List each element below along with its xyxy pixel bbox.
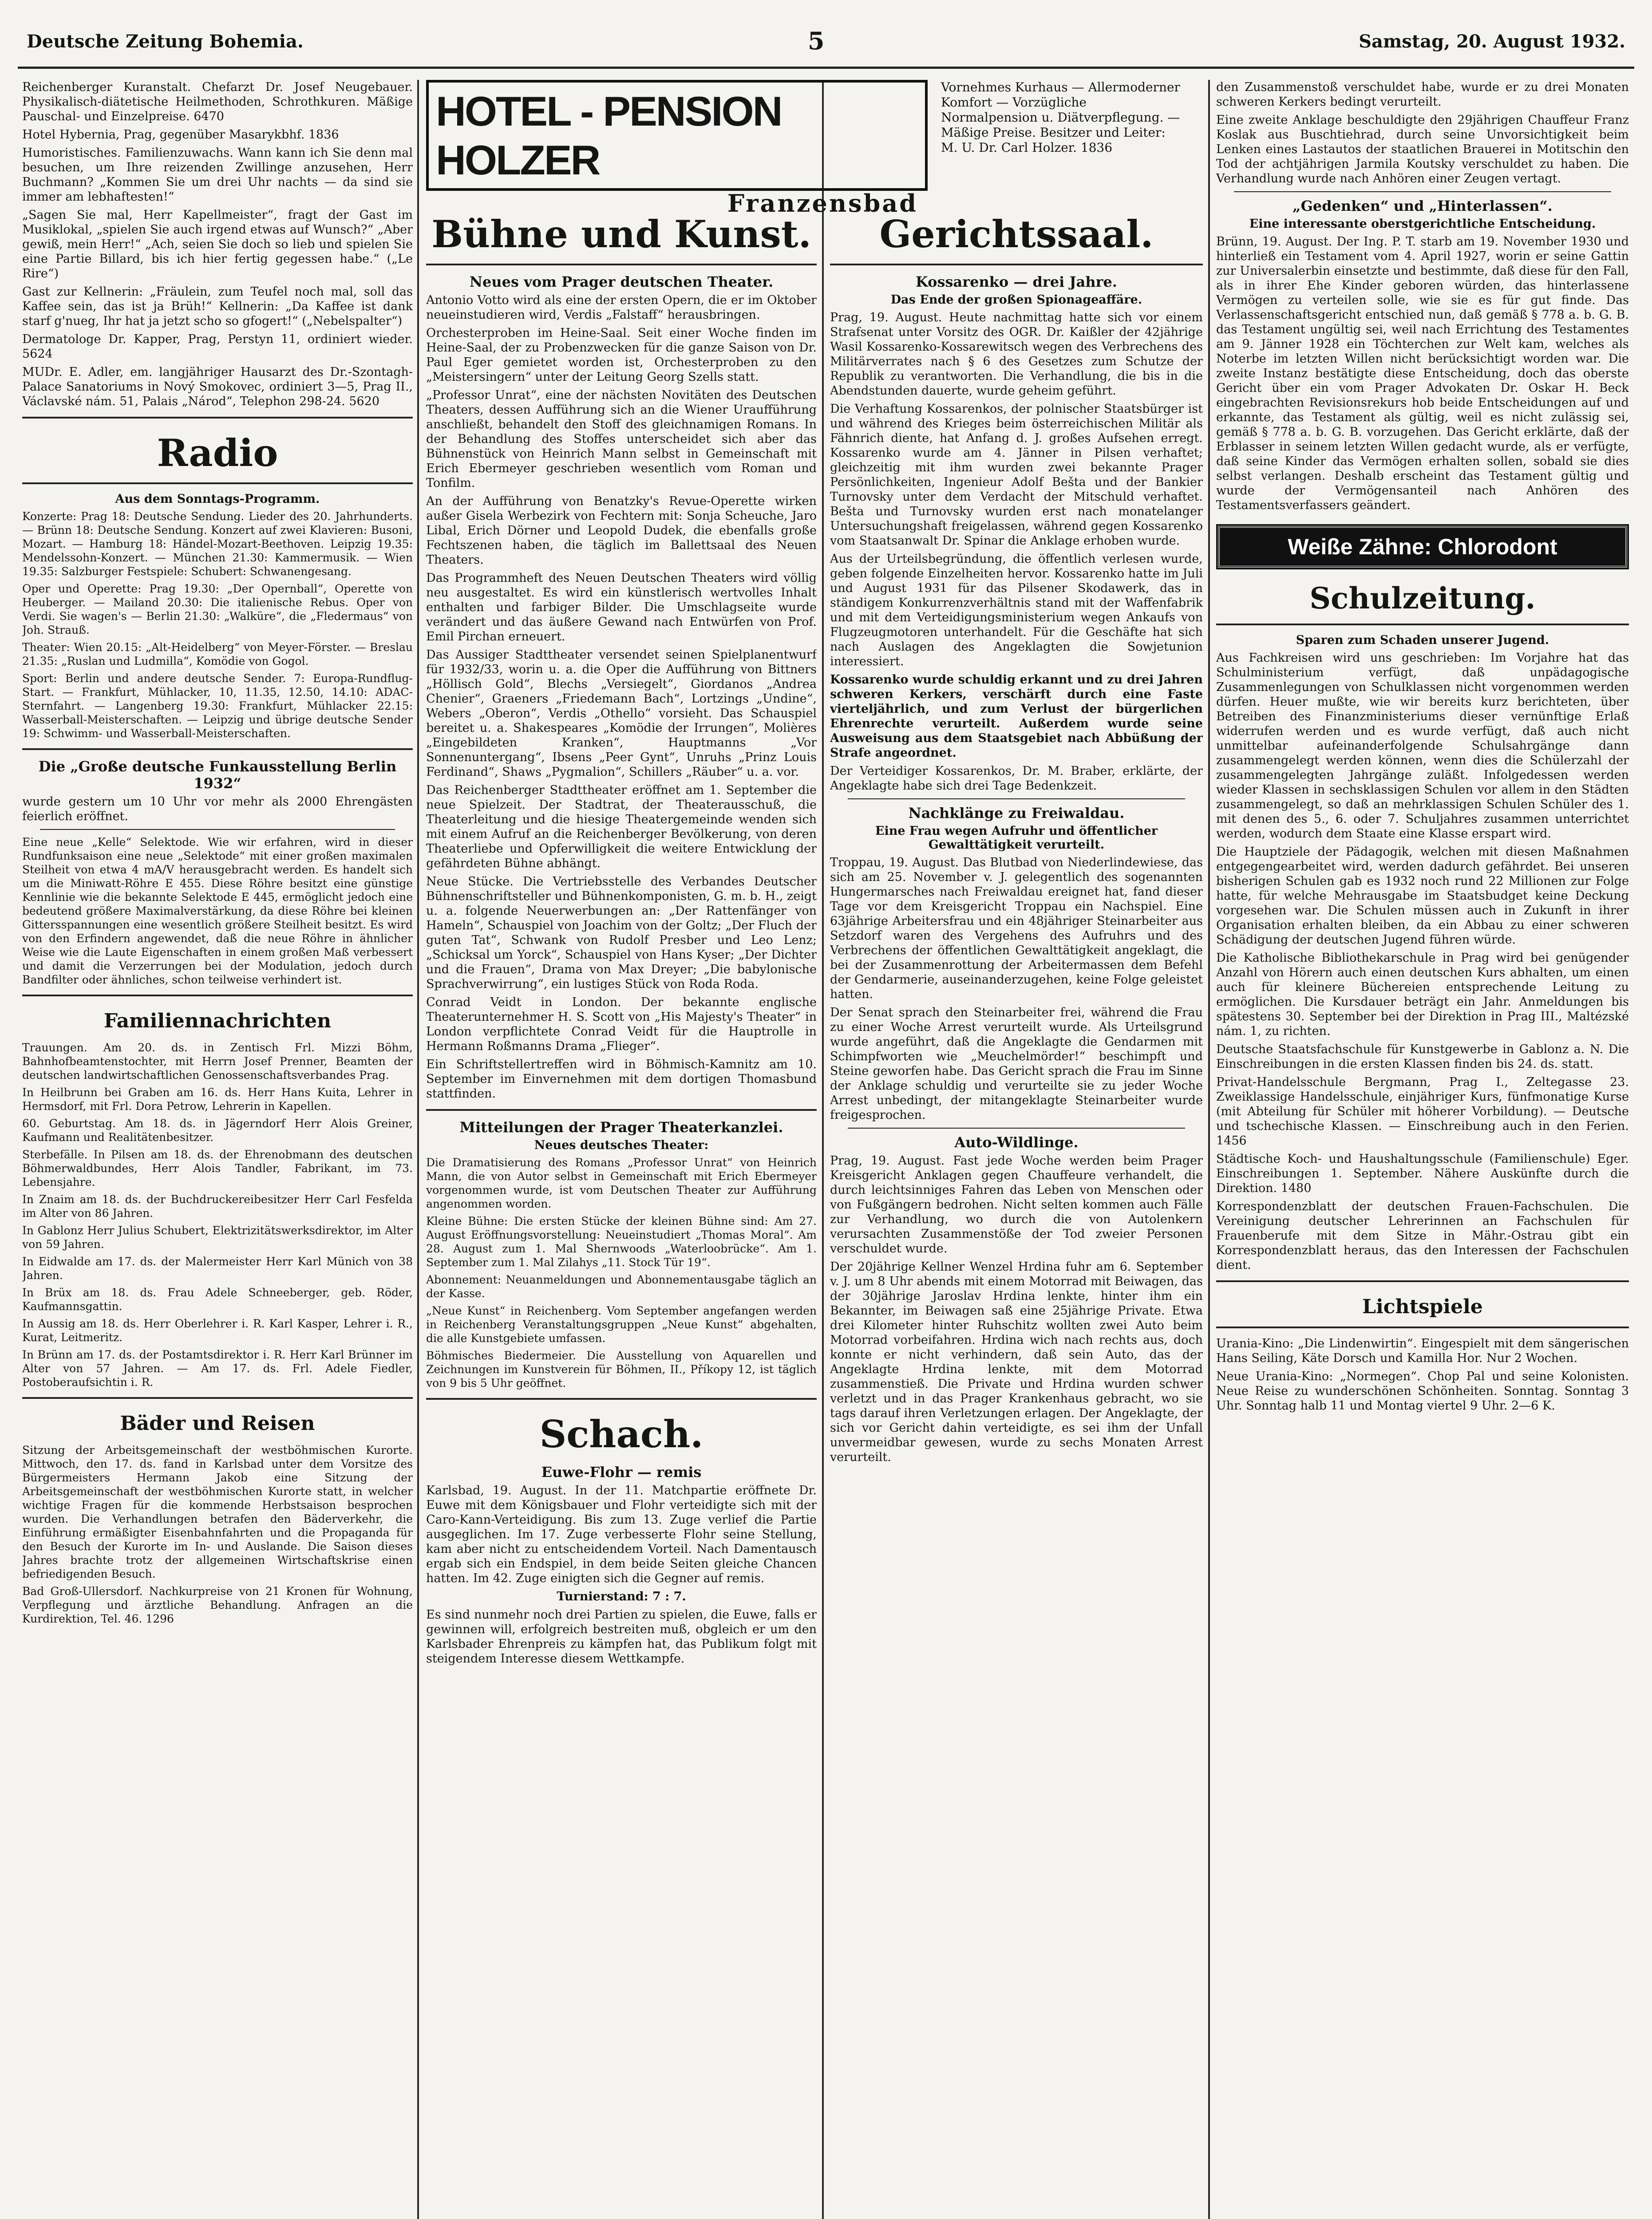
radio-paragraph: Sport: Berlin und andere deutsche Sender. 7: Europa-Rundflug-Start. — Frankfurt, Mühlacker, 10, 11.35, 12.50, 14.10: ADAC-Sternfahrt. — Langenberg 19.30: Frankfurt, Mühlacker 22.15: Wasserball-Meisterschaften. — Leipzig und übrige deutsche Sender 19: Schwimm- und Wasserball-Meisterschaften.	[22, 672, 413, 740]
school-subtitle: Sparen zum Schaden unserer Jugend.	[1296, 633, 1549, 647]
section-title-court: Gerichtssaal.	[879, 212, 1154, 256]
stage-paragraph: Ein Schriftstellertreffen wird in Böhmisch-Kamnitz am 10. September im Einvernehmen mit dem dortigen Thomasbund stattfinden.	[426, 1058, 817, 1101]
freiwaldau-paragraph: Der Senat sprach den Steinarbeiter frei, während die Frau zu einer Woche Arrest verurteilt wurde. Als Urteilsgrund wurde angeführt, daß die Angeklagte die Gendarmen mit Schimpfworten wie „Meuchelmörder!“ beschimpft und Steine geworfen habe. Das Gericht sprach die Frau im Sinne der Anklage schuldig und verurteilte sie zu jeder Woche Arrest unbedingt, der mitangeklagte Steinarbeiter wurde freigesprochen.	[830, 1006, 1203, 1122]
divider	[426, 1398, 817, 1400]
divider	[22, 417, 413, 419]
court-verdict: Kossarenko wurde schuldig erkannt und zu drei Jahren schweren Kerkers, verschärft durch eine Faste vierteljährlich, und zum Verlust der bürgerlichen Ehrenrechte verurteilt. Außerdem wurde seine Ausweisung aus dem Staatsgebiet nach Abbüßung der Strafe angeordnet.	[830, 673, 1203, 760]
stage-paragraph: Das Reichenberger Stadttheater eröffnet am 1. September die neue Spielzeit. Der Stadtrat, der Theaterausschuß, die Theaterleitung und die hiesige Theatergemeinde wenden sich mit einem Aufruf an die Reichenberger Bevölkerung, von deren Theaterliebe und Opferwilligkeit die weitere Entwicklung der gefährdeten Bühne abhängt.	[426, 783, 817, 870]
masthead-title: Deutsche Zeitung Bohemia.	[27, 31, 304, 52]
masthead	[18, 13, 1634, 69]
hotel-ad-details: Vornehmes Kurhaus — Allermoderner Komfort — Vorzügliche Normalpension u. Diätverpflegung. — Mäßige Preise. Besitzer und Leiter: M. U. Dr. Carl Holzer. 1836	[941, 80, 1180, 155]
court-paragraph: Die Verhaftung Kossarenkos, der polnischer Staatsbürger ist und während des Krieges beim österreichischen Militär als Fähnrich diente, hat Anfang d. J. großes Aufsehen erregt. Kossarenko wurde am 4. Jänner in Pilsen verhaftet; gleichzeitig mit ihm wurden zwei bekannte Prager Persönlichkeiten, Ingenieur Adolf Bešta und der Bankier Turnovsky unter dem Verdacht der Mitschuld verhaftet. Bešta und Turnovsky wurden erst nach monatelanger Untersuchungshaft freigelassen, während gegen Kossarenko vom Staatsanwalt Dr. Spinar die Anklage erhoben wurde.	[830, 402, 1203, 548]
court-paragraph: Aus der Urteilsbegründung, die öffentlich verlesen wurde, geben folgende Einzelheiten hervor. Kossarenko hatte im Juli und August 1931 für das Pilsener Skodawerk, das in ständigem Konkurrenzverhältnis stand mit der Waffenfabrik und mit dem Verteidigungsministerium wegen Ankaufs von Flugzeugmotoren unterhandelt. Für die Geschäfte hat sich nach Auslagen des Angeklagten die Sowjetunion interessiert.	[830, 552, 1203, 668]
hotel-name: HOTEL - PENSION HOLZER	[436, 88, 782, 183]
stage-paragraph: Neue Stücke. Die Vertriebsstelle des Verbandes Deutscher Bühnenschriftsteller und Bühnenkomponisten, G. m. b. H., zeigt u. a. folgende Neuerwerbungen an: „Der Rattenfänger von Hameln“, Schauspiel von Joachim von der Goltz; „Der Fluch der guten Tat“, Schwank von Rudolf Presber und Leo Lenz; „Schicksal um Yorck“, Schauspiel von Hans Kyser; „Der Dichter und die Frauen“, Drama von Max Dreyer; „Die babylonische Sprachverwirrung“, ein lustiges Stück von Roda Roda.	[426, 875, 817, 991]
divider	[426, 1109, 817, 1111]
column-2	[426, 209, 817, 2219]
freiwaldau-paragraph: Troppau, 19. August. Das Blutbad von Niederlindewiese, das sich am 25. November v. J. gelegentlich des sogenannten Hungermarsches nach Freiwaldau ereignet hat, fand dieser Tage vor dem Kreisgericht Troppau ein Nachspiel. Eine 63jährige Arbeitersfrau und ein 48jähriger Steinarbeiter aus Setzdorf waren des Vergehens des Aufruhrs und des Verbrechens der öffentlichen Gewalttätigkeit angeklagt, die bei der Zusammenrottung der Arbeitermassen dem Befehl der Gendarmerie, auseinanderzugehen, keine Folge geleistet hatten.	[830, 856, 1203, 1001]
ad-kapper: Dermatologe Dr. Kapper, Prag, Perstyn 11, ordiniert wieder. 5624	[22, 332, 413, 361]
gedenken-paragraph: Brünn, 19. August. Der Ing. P. T. starb am 19. November 1930 und hinterließ ein Testament vom 4. April 1927, worin er seine Gattin zur Universalerbin einsetzte und bestimmte, daß diese für den Fall, als in ihrer Ehe Kinder geboren würden, das hinterlassene Vermögen zu verteilen solle, wie sie es für gut finde. Das Verlassenschaftsgericht entschied nun, daß gemäß § 778 a. b. G. B. das Testament ungültig sei, weil nach Errichtung des Testamentes am 9. Jänner 1928 ein Töchterchen zur Welt kam, welches als Noterbe im letzten Willen nicht berücksichtigt worden war. Die zweite Instanz bestätigte diese Entscheidung, doch das oberste Gericht über ein vom Prager Advokaten Dr. Oskar H. Beck eingebrachten Revisionsrekurs hob beide Entscheidungen auf und erkannte, das Testament als gültig, weil es nicht zulässig sei, gemäß § 778 a. b. G. B. vorzugehen. Das Gericht erklärte, daß der Erblasser in seinem letzten Willen gedacht wurde, als er verfügte, daß seine Kinder das Vermögen erhalten sollen, sobald sie dies selbst verlangen. Deshalb erscheint das Testament gültig und wurde der Vermögensanteil nach Anhören des Testamentsverfassers geändert.	[1216, 235, 1629, 512]
column-4	[1216, 80, 1629, 2219]
divider	[848, 798, 1185, 799]
divider	[40, 829, 395, 830]
stage-paragraph: Das Programmheft des Neuen Deutschen Theaters wird völlig neu ausgestaltet. Es wird ein künstlerisch wertvolles Inhalt enthalten und farbiger Bilder. Die Umschlagseite wurde verändert und das äußere Gewand nach Entwürfen von Prof. Emil Pirchan erneuert.	[426, 571, 817, 644]
section-title-travel: Bäder und Reisen	[120, 1412, 315, 1435]
section-title-family: Familiennachrichten	[103, 1010, 332, 1032]
school-paragraph: Städtische Koch- und Haushaltungsschule (Familienschule) Eger. Einschreibungen 1. September. Nähere Auskünfte durch die Direktion. 1480	[1216, 1152, 1629, 1195]
family-paragraph: In Eidwalde am 17. ds. der Malermeister Herr Karl Münich von 38 Jahren.	[22, 1255, 413, 1282]
stage-paragraph: An der Aufführung von Benatzky's Revue-Operette wirken außer Gisela Werbezirk von Fechtern mit: Sonja Scheuche, Jaro Libal, Erich Dörner und Leopold Dudek, die ebenfalls große Fechtszenen haben, die täglich im Ballettsaal des Neuen Theaters.	[426, 494, 817, 567]
travel-paragraph: Sitzung der Arbeitsgemeinschaft der westböhmischen Kurorte. Mittwoch, den 17. ds. fand in Karlsbad unter dem Vorsitze des Bürgermeisters Hermann Jakob eine Sitzung der Arbeitsgemeinschaft der westböhmischen Kurorte statt, in welcher wichtige Fragen für die kommende Herbstsaison besprochen wurden. Die Verhandlungen betrafen den Bäderverkehr, die Einführung ermäßigter Eisenbahnfahrten und die Propaganda für den Besuch der Kurorte im In- und Auslande. Die Saison dieses Jahres brachte trotz der allgemeinen Wirtschaftskrise einen befriedigenden Besuch.	[22, 1444, 413, 1580]
court-continued: Eine zweite Anklage beschuldigte den 29jährigen Chauffeur Franz Koslak aus Buschtiehrad, durch seine Unvorsichtigkeit beim Lenken eines Lastautos der staatlichen Brauerei in Motitschin den Tod der achtjährigen Jarmila Koutsky verschuldet zu haben. Die Verhandlung wurde nach Anhören einer Zeugen vertagt.	[1216, 113, 1629, 186]
stage-paragraph: Das Aussiger Stadttheater versendet seinen Spielplanentwurf für 1932/33, worin u. a. die Oper die Aufführung von Bittners „Höllisch Gold“, Blechs „Versiegelt“, Giordanos „Andrea Chenier“, Graeners „Friedemann Bach“, Lortzings „Undine“, Webers „Oberon“, Verdis „Othello“ vorsieht. Das Schauspiel bereitet u. a. Shakespeares „Komödie der Irrungen“, Molières „Eingebildeten Kranken“, Hauptmanns „Vor Sonnenuntergang“, Ibsens „Peer Gynt“, Unruhs „Prinz Louis Ferdinand“, Shaws „Pygmalion“, Schillers „Räuber“ u. a. vor.	[426, 648, 817, 779]
divider	[426, 264, 817, 265]
chess-paragraph: Es sind nunmehr noch drei Partien zu spielen, die Euwe, falls er gewinnen will, erfolgreich bestreiten muß, obgleich er um den Karlsbader Ehrenpreis zu kämpfen hat, das Publikum folgt mit steigendem Interesse diesem Wettkampfe.	[426, 1608, 817, 1666]
family-paragraph: In Brünn am 17. ds. der Postamtsdirektor i. R. Herr Karl Brünner im Alter von 57 Jahren. — Am 17. ds. Frl. Adele Fiedler, Postoberaufsichtin i. R.	[22, 1348, 413, 1389]
humor-3: Gast zur Kellnerin: „Fräulein, zum Teufel noch mal, soll das Kaffee sein, das ist ja Brüh!“ Kellnerin: „Da Kaffee ist dank starf g'nueg, Ihr hat ja jetzt scho so gfogert!“ („Nebelspalter“)	[22, 285, 413, 328]
funk-text: wurde gestern um 10 Uhr vor mehr als 2000 Ehrengästen feierlich eröffnet.	[22, 795, 413, 823]
divider	[22, 748, 413, 750]
radio-paragraph: Konzerte: Prag 18: Deutsche Sendung. Lieder des 20. Jahrhunderts. — Brünn 18: Deutsche Sendung. Konzert auf zwei Klavieren: Busoni, Mozart. — Hamburg 18: Händel-Mozart-Beethoven. Leipzig 19.35: Mendelssohn-Konzert. — München 21.30: Kammermusik. — Wien 19.35: Salzburger Festspiele: Schubert: Schwanengesang.	[22, 510, 413, 578]
school-paragraph: Korrespondenzblatt der deutschen Frauen-Fachschulen. Die Vereinigung deutscher Lehrerinnen an Fachschulen für Frauenberufe mit dem Sitze in Mähr.-Ostrau gibt ein Korrespondenzblatt heraus, das den Interessen der Fachschulen dient.	[1216, 1200, 1629, 1272]
column-rule	[417, 80, 419, 2219]
masthead-date: Samstag, 20. August 1932.	[1359, 31, 1625, 52]
kanzlei-paragraph: „Neue Kunst“ in Reichenberg. Vom September angefangen werden in Reichenberg Veranstaltungsgruppen „Neue Kunst“ abgehalten, die alle Kunstgebiete umfassen.	[426, 1304, 817, 1345]
divider	[22, 995, 413, 996]
section-title-stage: Bühne und Kunst.	[431, 212, 811, 256]
school-paragraph: Deutsche Staatsfachschule für Kunstgewerbe in Gablonz a. N. Die Einschreibungen in die ersten Klassen finden bis 24. ds. statt.	[1216, 1042, 1629, 1071]
chess-paragraph: Karlsbad, 19. August. In der 11. Matchpartie eröffnete Dr. Euwe mit dem Königsbauer und Flohr verteidigte sich mit der Caro-Kann-Verteidigung. Bis zum 13. Zuge verlief die Partie ausgeglichen. Im 17. Zuge verbesserte Flohr seine Stellung, kam aber nicht zu entscheidendem Vorteil. Nach Damentausch ergab sich ein Endspiel, in dem beide Seiten gleiche Chancen hatten. Im 42. Zuge einigten sich die Gegner auf remis.	[426, 1484, 817, 1585]
court-paragraph: Prag, 19. August. Heute nachmittag hatte sich vor einem Strafsenat unter Vorsitz des OGR. Dr. Kaißler der 42jährige Wasil Kossarenko-Kossarewitsch wegen des Verbrechens des Militärverrates nach § 6 des Gesetzes zum Schutze der Republik zu verantworten. Die Verhandlung, die bis in die Abendstunden dauerte, wurde geheim geführt.	[830, 311, 1203, 398]
court-continued: den Zusammenstoß verschuldet habe, wurde er zu drei Monaten schweren Kerkers bedingt verurteilt.	[1216, 80, 1629, 109]
section-title-school: Schulzeitung.	[1309, 581, 1536, 616]
school-paragraph: Die Hauptziele der Pädagogik, welchen mit diesen Maßnahmen entgegengearbeitet wird, werden dadurch gefährdet. Bei unseren bisherigen Schulen gab es 1932 noch rund 22 Millionen zur Folge hatte, für welche Mehrausgabe im Staatsbudget keine Deckung vorgesehen war. Die Schulen müssen auch in Zukunft in ihrer Organisation erhalten bleiben, da ein Abbau zu einer schweren Schädigung der deutschen Jugend führen würde.	[1216, 845, 1629, 947]
chess-subtitle: Euwe-Flohr — remis	[541, 1464, 702, 1481]
family-paragraph: In Brüx am 18. ds. Frau Adele Schneeberger, geb. Röder, Kaufmannsgattin.	[22, 1286, 413, 1313]
stage-paragraph: Orchesterproben im Heine-Saal. Seit einer Woche finden im Heine-Saal, der zu Probenzwecken für die ganze Saison von Dr. Paul Eger gemietet worden ist, Orchesterproben zu den „Meistersingern“ unter der Leitung Georg Szells statt.	[426, 326, 817, 384]
family-paragraph: 60. Geburtstag. Am 18. ds. in Jägerndorf Herr Alois Greiner, Kaufmann und Realitätenbesitzer.	[22, 1117, 413, 1144]
court-subtitle: Kossarenko — drei Jahre.	[916, 273, 1117, 290]
kanzlei-paragraph: Die Dramatisierung des Romans „Professor Unrat“ von Heinrich Mann, die von Autor selbst in Gemeinschaft mit Erich Ebermeyer vorgenommen wurde, ist vom Deutschen Theater zur Aufführung angenommen worden.	[426, 1156, 817, 1210]
kanzlei-paragraph: Abonnement: Neuanmeldungen und Abonnementausgabe täglich an der Kasse.	[426, 1273, 817, 1300]
kanzlei-paragraph: Kleine Bühne: Die ersten Stücke der kleinen Bühne sind: Am 27. August Eröffnungsvorstellung: Neueinstudiert „Thomas Moral“. Am 28. August zum 1. Mal Shernwoods „Waterloobrücke“. Am 1. September zum 1. Mal Zilahys „11. Stock Tür 19“.	[426, 1215, 817, 1269]
divider	[1216, 624, 1629, 625]
humor-2: „Sagen Sie mal, Herr Kapellmeister“, fragt der Gast im Musiklokal, „spielen Sie auch irgend etwas auf Wunsch?“ „Aber gewiß, mein Herr!“ „Ach, seien Sie doch so lieb und spielen Sie eine Partie Billard, bis ich hier fertig gegessen habe.“ („Le Rire“)	[22, 208, 413, 280]
section-title-radio: Radio	[157, 431, 278, 475]
court-subtitle-2: Das Ende der großen Spionageaffäre.	[890, 293, 1142, 307]
chess-standing: Turnierstand: 7 : 7.	[557, 1590, 686, 1603]
section-title-cinema: Lichtspiele	[1362, 1295, 1483, 1318]
radio-paragraph: Theater: Wien 20.15: „Alt-Heidelberg“ von Meyer-Förster. — Breslau 21.35: „Ruslan und Ludmilla“, Komödie von Gogol.	[22, 641, 413, 667]
stage-paragraph: „Professor Unrat“, eine der nächsten Novitäten des Deutschen Theaters, dessen Aufführung sich an die Wiener Uraufführung anschließt, behandelt den Stoff des gleichnamigen Romans. In der Behandlung des Stoffes unterscheidet sich aber das Bühnenstück von Heinrich Mann selbst in Gemeinschaft mit Erich Ebermeyer geschrieben wesentlich vom Roman und Tonfilm.	[426, 388, 817, 490]
family-paragraph: In Znaim am 18. ds. der Buchdruckereibesitzer Herr Carl Fesfelda im Alter von 86 Jahren.	[22, 1193, 413, 1220]
cinema-paragraph: Urania-Kino: „Die Lindenwirtin“. Eingespielt mit dem sängerischen Hans Seiling, Käte Dorsch und Kamilla Hor. Nur 2 Wochen.	[1216, 1337, 1629, 1365]
hotel-ad	[426, 80, 1181, 217]
travel-paragraph: Bad Groß-Ullersdorf. Nachkurpreise von 21 Kronen für Wohnung, Verpflegung und ärztliche Behandlung. Anfragen an die Kurdirektion, Tel. 46. 1296	[22, 1585, 413, 1625]
column-rule	[1208, 80, 1210, 2219]
column-3	[830, 209, 1203, 2219]
hotel-place: Franzensbad	[727, 189, 918, 217]
gedenken-subtitle: Eine interessante oberstgerichtliche Entscheidung.	[1249, 217, 1596, 231]
school-paragraph: Privat-Handelsschule Bergmann, Prag I., Zeltegasse 23. Zweiklassige Handelsschule, einjähriger Kurs, fünfmonatige Kurse (mit Abteilung für Schüler mit höherer Vorbildung). — Deutsche und tschechische Klassen. — Einschreibung auch in den Ferien. 1456	[1216, 1075, 1629, 1148]
court-paragraph: Der Verteidiger Kossarenkos, Dr. M. Braber, erklärte, der Angeklagte habe sich drei Tage Bedenkzeit.	[830, 764, 1203, 793]
school-paragraph: Aus Fachkreisen wird uns geschrieben: Im Vorjahre hat das Schulministerium verfügt, daß unpädagogische Zusammenlegungen von Schulklassen nicht vorgenommen werden dürfen. Heuer mußte, wie wir bereits kurz berichteten, über Betreiben des Finanzministeriums dieser vernünftige Erlaß widerrufen werden und es wurde verfügt, daß auch nicht unmittelbar aufeinanderfolgende Schulsahrgänge dann zusammengelegt werden können, wenn dies die Schülerzahl der zusammengelegten Jahrgänge zuläßt. Infolgedessen werden wieder Klassen in sechsklassigen Schulen vor allem in den Städten zusammengelegt, so daß an mehrklassigen Schulen Schüler des 1. mit denen des 5., 6. oder 7. Schuljahres zusammen unterrichtet werden, wodurch dem Staate eine Klasse erspart wird.	[1216, 651, 1629, 841]
family-paragraph: Trauungen. Am 20. ds. in Zentisch Frl. Mizzi Böhm, Bahnhofbeamtenstochter, mit Herrn Josef Prenner, Beamten der deutschen landwirtschaftlichen Genossenschaftsverbandes Prag.	[22, 1041, 413, 1082]
column-1	[22, 80, 413, 2219]
divider	[1234, 191, 1611, 192]
selektode-text: Eine neue „Kelle“ Selektode. Wie wir erfahren, wird in dieser Rundfunksaison eine neue „Selektode“ mit einer großen maximalen Steilheit von etwa 4 mA/V herausgebracht werden. Es handelt sich um die Miniwatt-Röhre E 455. Diese Röhre besitzt eine günstige Kennlinie wie die bekannte Selektode E 445, ermöglicht jedoch eine bedeutend größere Maximalverstärkung, da diese Röhre bei kleinen Gittersspannungen eine wesentlich größere Steilheit besitzt. Es wird von den Erfindern angewendet, daß die neue Röhre in ähnlicher Weise wie die Laute Eigenschaften in einem großen Maß verbessert und damit die Verzerrungen bei der Modulation, jedoch durch Bandfilter oder ähnliches, schon teilweise verhindert ist.	[22, 836, 413, 986]
newspaper-page	[18, 13, 1634, 2219]
section-title-chess: Schach.	[539, 1412, 703, 1456]
radio-paragraph: Oper und Operette: Prag 19.30: „Der Opernball“, Operette von Heuberger. — Mailand 20.30: Die italienische Rebus. Oper von Verdi. Sie wagen's — Berlin 21.30: „Walküre“, die „Fledermaus“ von Joh. Strauß.	[22, 582, 413, 636]
divider	[830, 264, 1203, 265]
school-paragraph: Die Katholische Bibliothekarschule in Prag wird bei genügender Anzahl von Hörern auch einen deutschen Kurs abhalten, um einen auch für kleinere Büchereien entsprechende Leitung zu ermöglichen. Die Kursdauer beträgt ein Jahr. Anmeldungen bis spätestens 30. September bei der Direktion in Prag III., Maltézské nám. 1, zu richten.	[1216, 951, 1629, 1038]
stage-paragraph: Antonio Votto wird als eine der ersten Opern, die er im Oktober neueinstudieren wird, Verdis „Falstaff“ herausbringen.	[426, 293, 817, 322]
auto-paragraph: Der 20jährige Kellner Wenzel Hrdina fuhr am 6. September v. J. um 8 Uhr abends mit einem Motorrad mit Beiwagen, das der 30jährige Jaroslav Hrdina lenkte, hinter ihm ein Bekannter, im Beiwagen saß eine 25jährige Private. Etwa drei Kilometer hinter Ruhschitz wollten zwei Auto beim Motorrad vorbeifahren. Hrdina wich nach rechts aus, doch konnte er nicht verhindern, daß sein Auto, das der Angeklagte Hrdina lenkte, mit dem Motorrad zusammenstieß. Die Private und Hrdina wurden schwer verletzt und in das Prager Krankenhaus gebracht, wo sie tags darauf ihren Verletzungen erlagen. Der Angeklagte, der sich vor Gericht dahin verteidigte, es sei ihm der Unfall unvermeidbar gewesen, wurde zu sechs Monaten Arrest verurteilt.	[830, 1260, 1203, 1464]
page-number: 5	[808, 27, 825, 55]
funk-title: Die „Große deutsche Funkausstellung Berlin 1932“	[38, 758, 397, 792]
hotel-ad-box	[426, 80, 928, 217]
family-paragraph: In Heilbrunn bei Graben am 16. ds. Herr Hans Kuita, Lehrer in Hermsdorf, mit Frl. Dora Petrow, Lehrerin in Kapellen.	[22, 1086, 413, 1113]
humor-1: Humoristisches. Familienzuwachs. Wann kann ich Sie denn mal besuchen, um Ihre reizenden Zwillinge anzusehen, Herr Buchmann? „Kommen Sie um drei Uhr nachts — da sind sie immer am lebhaftesten!“	[22, 146, 413, 204]
auto-paragraph: Prag, 19. August. Fast jede Woche werden beim Prager Kreisgericht Anklagen gegen Chauffeure verhandelt, die durch leichtsinniges Fahren das Leben von Menschen oder von Fußgängern bedrohen. Nicht selten kommen auch Fälle zur Verhandlung, wo durch die von Autolenkern verursachten Zusammenstöße der Tod zweier Personen verschuldet wurde.	[830, 1154, 1203, 1256]
ad-hotel-hybernia: Hotel Hybernia, Prag, gegenüber Masarykbhf. 1836	[22, 128, 339, 142]
gedenken-title: „Gedenken“ und „Hinterlassen“.	[1292, 197, 1553, 214]
column-rule	[822, 80, 824, 2219]
ad-kuranstalt: Reichenberger Kuranstalt. Chefarzt Dr. Josef Neugebauer. Physikalisch-diätetische Heilmethoden, Schrothkuren. Mäßige Pauschal- und Einzelpreise. 6470	[22, 80, 413, 123]
divider	[22, 482, 413, 484]
stage-subtitle: Neues vom Prager deutschen Theater.	[469, 273, 774, 290]
kanzlei-paragraph: Böhmisches Biedermeier. Die Ausstellung von Aquarellen und Zeichnungen im Kunstverein für Böhmen, II., Příkopy 12, ist täglich von 9 bis 5 Uhr geöffnet.	[426, 1349, 817, 1390]
freiwaldau-subtitle: Eine Frau wegen Aufruhr und öffentlicher Gewalttätigkeit verurteilt.	[875, 824, 1158, 852]
cinema-paragraph: Neue Urania-Kino: „Normegen“. Chop Pal und seine Kolonisten. Neue Reise zu wunderschönen Schönheiten. Sonntag. Sonntag 3 Uhr. Sonntag halb 11 und Montag viertel 9 Uhr. 2—6 K.	[1216, 1370, 1629, 1413]
auto-title: Auto-Wildlinge.	[954, 1134, 1079, 1151]
chlorodont-ad: Weiße Zähne: Chlorodont	[1218, 526, 1627, 568]
freiwaldau-title: Nachklänge zu Freiwaldau.	[908, 805, 1125, 821]
family-paragraph: Sterbefälle. In Pilsen am 18. ds. der Ehrenobmann des deutschen Böhmerwaldbundes, Herr Alois Tandler, Fabrikant, im 73. Lebensjahre.	[22, 1148, 413, 1188]
ad-adler: MUDr. E. Adler, em. langjähriger Hausarzt des Dr.-Szontagh-Palace Sanatoriums in Nový Smokovec, ordiniert 3—5, Prag II., Václavské nám. 51, Palais „Národ“, Telephon 298-24. 5620	[22, 365, 413, 408]
divider	[848, 1128, 1185, 1129]
family-paragraph: In Aussig am 18. ds. Herr Oberlehrer i. R. Karl Kasper, Lehrer i. R., Kurat, Leitmeritz.	[22, 1317, 413, 1344]
radio-subtitle: Aus dem Sonntags-Programm.	[115, 492, 320, 506]
divider	[1216, 1327, 1629, 1328]
kanzlei-subtitle: Neues deutsches Theater:	[534, 1138, 709, 1152]
divider	[22, 1397, 413, 1399]
kanzlei-title: Mitteilungen der Prager Theaterkanzlei.	[459, 1119, 783, 1136]
stage-paragraph: Conrad Veidt in London. Der bekannte englische Theaterunternehmer H. S. Scott von „His Majesty's Theater“ in London verpflichtete Conrad Veidt für die Hauptrolle in Hermann Roßmanns Drama „Flieger“.	[426, 995, 817, 1053]
family-paragraph: In Gablonz Herr Julius Schubert, Elektrizitätswerksdirektor, im Alter von 59 Jahren.	[22, 1224, 413, 1251]
divider	[1216, 1280, 1629, 1282]
